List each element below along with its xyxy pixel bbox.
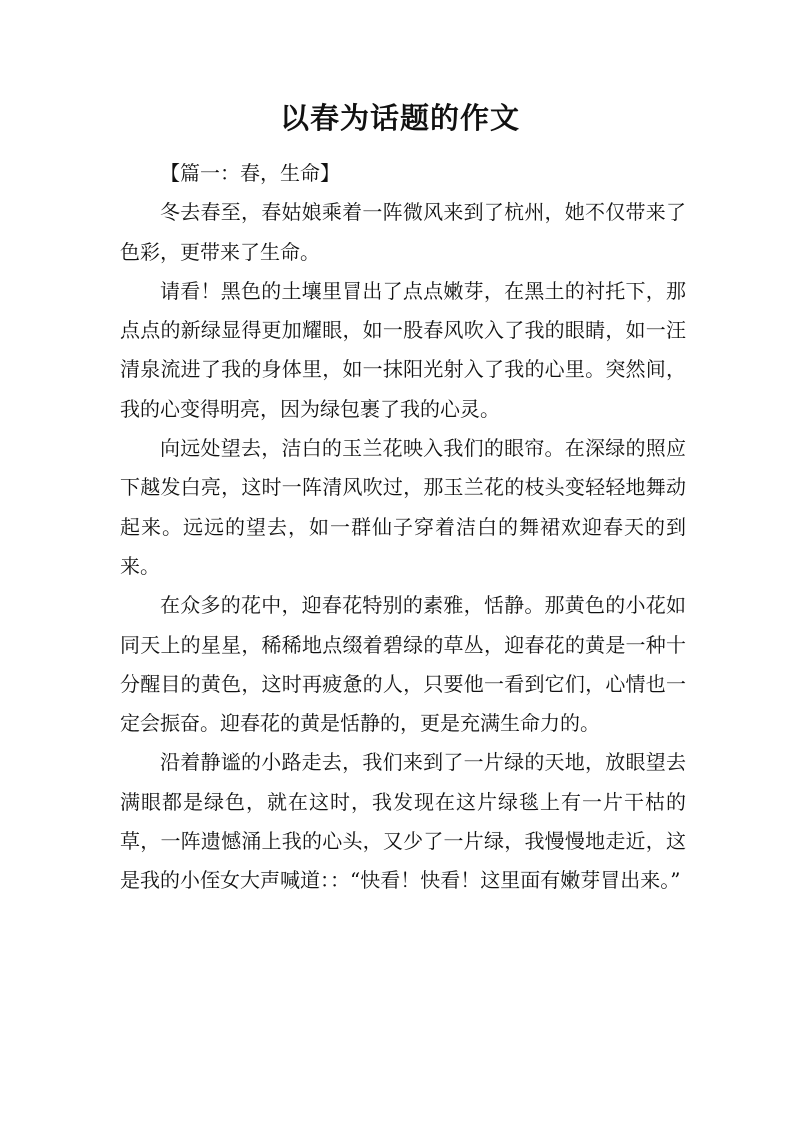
document-title: 以春为话题的作文 — [279, 101, 520, 135]
paragraph: 请看！黑色的土壤里冒出了点点嫩芽，在黑土的衬托下，那点点的新绿显得更加耀眼，如一股春风吹入了我的眼睛，如一汪清泉流进了我的身体里，如一抹阳光射入了我的心里。突然间，我的心变得明亮，因为绿包裹了我的心灵。 — [120, 278, 686, 421]
section-heading: 【篇一：春，生命】 — [160, 161, 340, 185]
paragraph: 向远处望去，洁白的玉兰花映入我们的眼帘。在深绿的照应下越发白亮，这时一阵清风吹过，那玉兰花的枝头变轻轻地舞动起来。远远的望去，如一群仙子穿着洁白的舞裙欢迎春天的到来。 — [120, 436, 686, 578]
paragraph: 沿着静谧的小路走去，我们来到了一片绿的天地，放眼望去满眼都是绿色，就在这时，我发现在这片绿毯上有一片干枯的草，一阵遗憾涌上我的心头，又少了一片绿，我慢慢地走近，这是我的小侄女大声喊道：：“快看！快看！这里面有嫩芽冒出来。” — [120, 750, 686, 893]
paragraph: 在众多的花中，迎春花特别的素雅，恬静。那黄色的小花如同天上的星星，稀稀地点缀着碧绿的草丛，迎春花的黄是一种十分醒目的黄色，这时再疲惫的人，只要他一看到它们，心情也一定会振奋。迎春花的黄是恬静的，更是充满生命力的。 — [120, 593, 686, 736]
paragraph: 冬去春至，春姑娘乘着一阵微风来到了杭州，她不仅带来了色彩，更带来了生命。 — [120, 200, 686, 264]
document-body — [120, 154, 686, 901]
